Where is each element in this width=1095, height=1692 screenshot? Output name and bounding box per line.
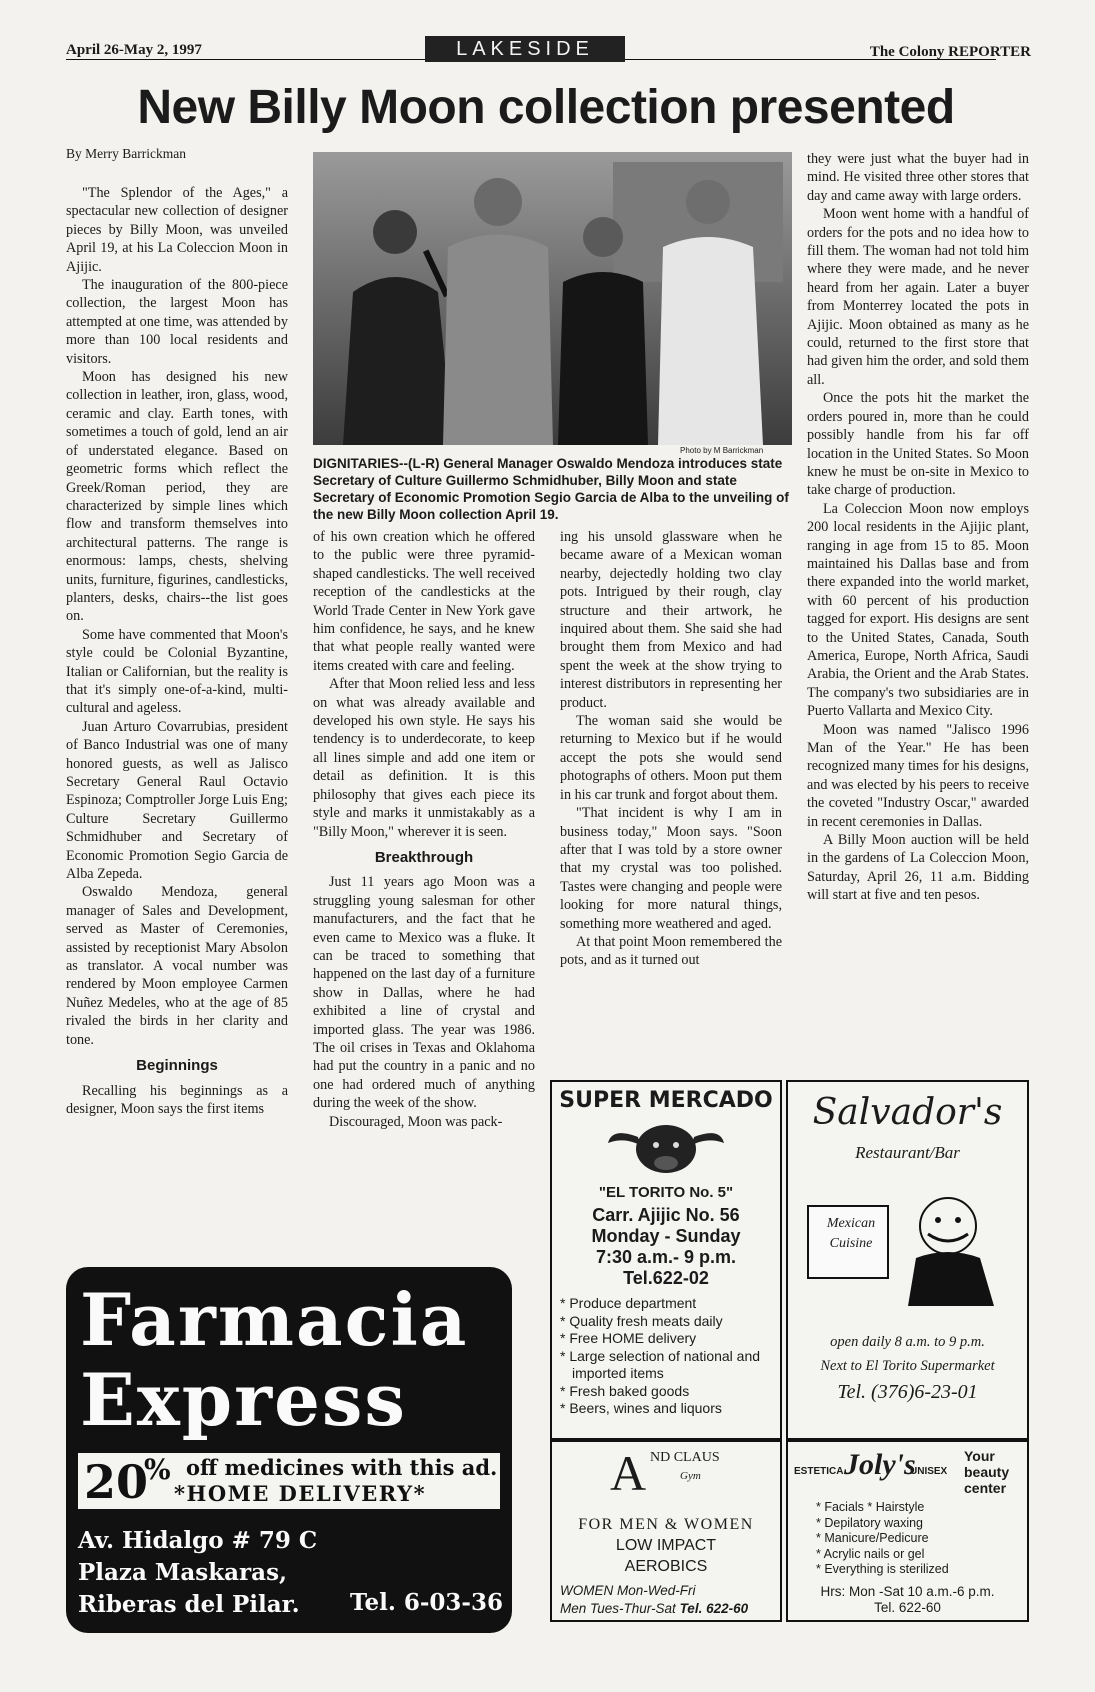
gym-logo-gym: Gym: [680, 1470, 701, 1482]
farmacia-express-ad: [66, 1267, 512, 1633]
salon-services: [816, 1500, 949, 1578]
dignitaries-photo-image: [313, 152, 792, 445]
list-item: * Beers, wines and liquors: [560, 1400, 722, 1416]
paragraph: Moon has designed his new collection in leather, iron, glass, wood, ceramic and clay. Earth tones, with sometimes a touch of gold, lend an air of understated elegance. Based on geometric forms which reflect the Greek/Roman period, they are characterized by simple lines which flow and transform themselves into architectural patterns. The range is enormous: lamps, chests, shelving units, furniture, figurines, candlesticks, planters, desks, chairs--the list goes on.: [66, 369, 288, 625]
salon-estetica: ESTETICA: [794, 1466, 844, 1477]
discount-banner: [78, 1453, 500, 1509]
list-item: * Manicure/Pedicure: [816, 1531, 929, 1545]
salon-hours: [788, 1584, 1027, 1616]
farmacia-address: [78, 1525, 317, 1621]
restaurant-info: [788, 1330, 1027, 1404]
photo-caption: DIGNITARIES--(L-R) General Manager Oswaldo Mendoza introduces state Secretary of Culture Guillermo Schmidhuber, Billy Moon and state Secretary of Economic Promotion Segio Garcia de Alba to the unveiling of the new Billy Moon collection April 19.: [313, 456, 789, 522]
article-photo: [313, 152, 792, 445]
paragraph: Juan Arturo Covarrubias, president of Banco Industrial was one of many honored guests, as well as Jalisco Secretary General Raul Octavio Espinoza; Comptroller Jorge Luis Eng; Culture Secretary Guillermo Schmidhuber and Secretary of Economic Promotion Segio Garcia de Alba Zepeda.: [66, 718, 288, 883]
and-claus-gym-ad: [550, 1440, 782, 1622]
restaurant-subtitle: Restaurant/Bar: [855, 1143, 960, 1162]
address-line: Plaza Maskaras,: [78, 1559, 288, 1586]
restaurant-phone: Tel. (376)6-23-01: [837, 1381, 978, 1403]
discount-number: 20: [84, 1455, 149, 1509]
paragraph: Discouraged, Moon was pack-: [329, 1113, 503, 1130]
paragraph: Just 11 years ago Moon was a struggling young salesman for other manufacturers, and the fact that he even came to Mexico was a fluke. It can be traced to something that happened on the last day of a furniture show in Dallas, where he had exhibited a line of crystal and imported glass. The year was 1986. The oil crises in Texas and Oklahoma had put the country in a panic and no one had ordered much of anything during the week of the show.: [313, 874, 535, 1112]
ad-farmacia-title: Farmacia: [80, 1277, 469, 1362]
tagline-line: center: [964, 1480, 1007, 1496]
paragraph: After that Moon relied less and less on what was already available and developed his own style. He says his tendency is to underdecorate, to keep all lines simple and add one item or detail as definition. It is this philosophy that gives each piece its style and marks it unmistakably as a "Billy Moon," wherever it is seen.: [313, 676, 535, 840]
store-phone: Tel.622-02: [623, 1268, 709, 1288]
store-hours: 7:30 a.m.- 9 p.m.: [595, 1247, 737, 1267]
farmacia-phone: Tel. 6-03-36: [350, 1589, 503, 1616]
tagline-line: beauty: [964, 1464, 1010, 1480]
store-address: Carr. Ajijic No. 56: [592, 1205, 740, 1225]
sign-line: Cuisine: [829, 1236, 873, 1251]
store-subtitle: "EL TORITO No. 5": [598, 1184, 734, 1201]
paragraph: La Coleccion Moon now employs 200 local residents in the Ajijic plant, ranging in age from 15 to 85. Moon maintained his Dallas base and from there expanded into the world market, with 60 percent of his production tagged for export. His designs are sent to the United States, Canada, South America, Europe, North Africa, Saudi Arabia, the Orient and the Arab States. The company's two subsidiaries are in Puerto Vallarta and Mexico City.: [807, 500, 1029, 720]
paragraph: ing his unsold glassware when he became aware of a Mexican woman nearby, dejectedly holding two clay pots. Intrigued by their rough, clay structure and their artwork, he inquired about them. She said she had brought them from Mexico and had spent the week at the show trying to interest distributors in representing her product.: [560, 529, 782, 711]
salon-unisex: UNISEX: [910, 1466, 948, 1477]
paragraph: "The Splendor of the Ages," a spectacular new collection of designer pieces by Billy Moon, was unveiled April 19, at his La Coleccion Moon in Ajijic.: [66, 185, 288, 275]
paragraph: The inauguration of the 800-piece collection, the largest Moon has attempted at one time, was attended by more than 100 local residents and visitors.: [66, 277, 288, 367]
discount-text: off medicines with this ad.: [186, 1455, 498, 1480]
paragraph: Once the pots hit the market the orders poured in, more than he could possibly handle from his far off location in the United States. So Moon knew he must be on-site in Mexico to take charge of production.: [807, 390, 1029, 499]
gym-info: [552, 1514, 780, 1577]
paragraph: "That incident is why I am in business today," Moon says. "Soon after that I was told by a store owner that my crystal was too polished. Tastes were changing and people were looking for more natural things, something more weathered and aged.: [560, 805, 782, 932]
gym-logo-letter: A: [610, 1445, 647, 1501]
paper-name: The Colony REPORTER: [869, 44, 1031, 60]
gym-logo-name: ND CLAUS: [650, 1450, 720, 1465]
salon-hours-line: Hrs: Mon -Sat 10 a.m.-6 p.m.: [820, 1584, 995, 1599]
discount-percent: %: [144, 1453, 171, 1486]
gym-schedule-women: WOMEN Mon-Wed-Fri: [560, 1583, 696, 1598]
list-item: * Everything is sterilized: [816, 1562, 949, 1576]
list-item: * Facials * Hairstyle: [816, 1500, 925, 1514]
menu-sign: [816, 1214, 886, 1254]
home-delivery-text: *HOME DELIVERY*: [174, 1481, 427, 1506]
gym-phone: Tel. 622-60: [679, 1601, 749, 1616]
paragraph: Oswaldo Mendoza, general manager of Sales and Development, served as Master of Ceremonies, assisted by receptionist Mary Absolon as translator. A vocal number was rendered by Moon employee Carmen Nuñez Medeles, who at the age of 85 rivaled the birds in her clarity and tone.: [66, 884, 288, 1048]
paragraph: Moon was named "Jalisco 1996 Man of the Year." He has been recognized many times for his designs, and was elected by his peers to receive the coveted "Industry Oscar," awarded in recent ceremonies in Dallas.: [807, 721, 1029, 830]
paragraph: Moon went home with a handful of orders for the pots and no idea how to fill them. The woman had not told him where they were made, and he never heard from her again. Later a buyer from Monterrey located the pots in Ajijic. Moon obtained as many as he could, returned to the first store that had given him the order, and sold them all.: [807, 206, 1029, 388]
store-info: [552, 1205, 780, 1289]
salon-phone: Tel. 622-60: [874, 1600, 941, 1615]
photo-credit: Photo by M Barrickman: [680, 446, 764, 455]
subhead-beginnings: Beginnings: [136, 1057, 218, 1075]
super-mercado-ad: [550, 1080, 782, 1440]
store-features: [560, 1295, 774, 1418]
tagline-line: Your: [964, 1448, 995, 1464]
section-label: LAKESIDE: [425, 36, 625, 62]
gym-schedule-men: Men Tues-Thur-Sat: [560, 1601, 676, 1616]
article-column-4: [807, 150, 1029, 905]
store-days: Monday - Sunday: [591, 1226, 741, 1246]
paragraph: Some have commented that Moon's style could be Colonial Byzantine, Italian or Californian, but the reality is that it's simply one-of-a-kind, multi-cultural and ageless.: [66, 626, 288, 717]
salon-name: Joly's: [844, 1448, 916, 1481]
article-column-3: [560, 528, 782, 970]
article-column-1: [66, 184, 288, 1118]
restaurant-name: Salvador's: [812, 1092, 1003, 1133]
issue-date: April 26-May 2, 1997: [66, 42, 996, 60]
jolys-salon-ad: [786, 1440, 1029, 1622]
gym-line: FOR MEN & WOMEN: [578, 1516, 754, 1533]
list-item: * Fresh baked goods: [560, 1382, 690, 1399]
paragraph: of his own creation which he offered to the public were three pyramid-shaped candlesticks. The well received reception of the candlesticks at the World Trade Center in New York gave him confidence, he says, and he knew that what people really wanted were items created with care and feeling.: [313, 529, 535, 674]
address-line: Av. Hidalgo # 79 C: [78, 1527, 318, 1554]
address-line: Riberas del Pilar.: [78, 1591, 300, 1618]
paragraph: The woman said she would be returning to Mexico but if he would accept the pots she would send photographs of others. Moon put them in his car trunk and forgot about them.: [560, 713, 782, 803]
subhead-breakthrough: Breakthrough: [374, 848, 474, 866]
gym-line: LOW IMPACT: [615, 1537, 717, 1554]
list-item: * Large selection of national and imported items: [560, 1347, 761, 1381]
paragraph: A Billy Moon auction will be held in the gardens of La Coleccion Moon, Saturday, April 26, 11 a.m. Bidding will start at five and ten pesos.: [807, 832, 1029, 904]
headline: New Billy Moon collection presented: [137, 81, 955, 134]
restaurant-location: Next to El Torito Supermarket: [820, 1358, 995, 1374]
gym-line: AEROBICS: [624, 1558, 708, 1575]
restaurant-hours: open daily 8 a.m. to 9 p.m.: [830, 1334, 985, 1350]
list-item: * Acrylic nails or gel: [816, 1546, 925, 1561]
salvadors-ad: [786, 1080, 1029, 1440]
bull-head-icon: [552, 1113, 780, 1179]
sign-line: Mexican: [826, 1216, 876, 1231]
list-item: * Free HOME delivery: [560, 1330, 697, 1346]
list-item: * Produce department: [560, 1295, 697, 1311]
paragraph: Recalling his beginnings as a designer, Moon says the first items: [66, 1082, 288, 1117]
ad-farmacia-title-2: Express: [80, 1357, 407, 1442]
list-item: * Quality fresh meats daily: [560, 1312, 723, 1329]
article-column-2: [313, 528, 535, 1131]
paragraph: they were just what the buyer had in mind. He visited three other stores that day and came away with large orders.: [807, 151, 1029, 204]
super-mercado-title: SUPER MERCADO: [559, 1088, 773, 1113]
paragraph: At that point Moon remembered the pots, and as it turned out: [560, 933, 782, 969]
gym-schedule: [560, 1582, 748, 1618]
salon-tagline: [964, 1448, 1009, 1496]
byline: By Merry Barrickman: [66, 146, 186, 161]
list-item: * Depilatory waxing: [816, 1515, 924, 1530]
